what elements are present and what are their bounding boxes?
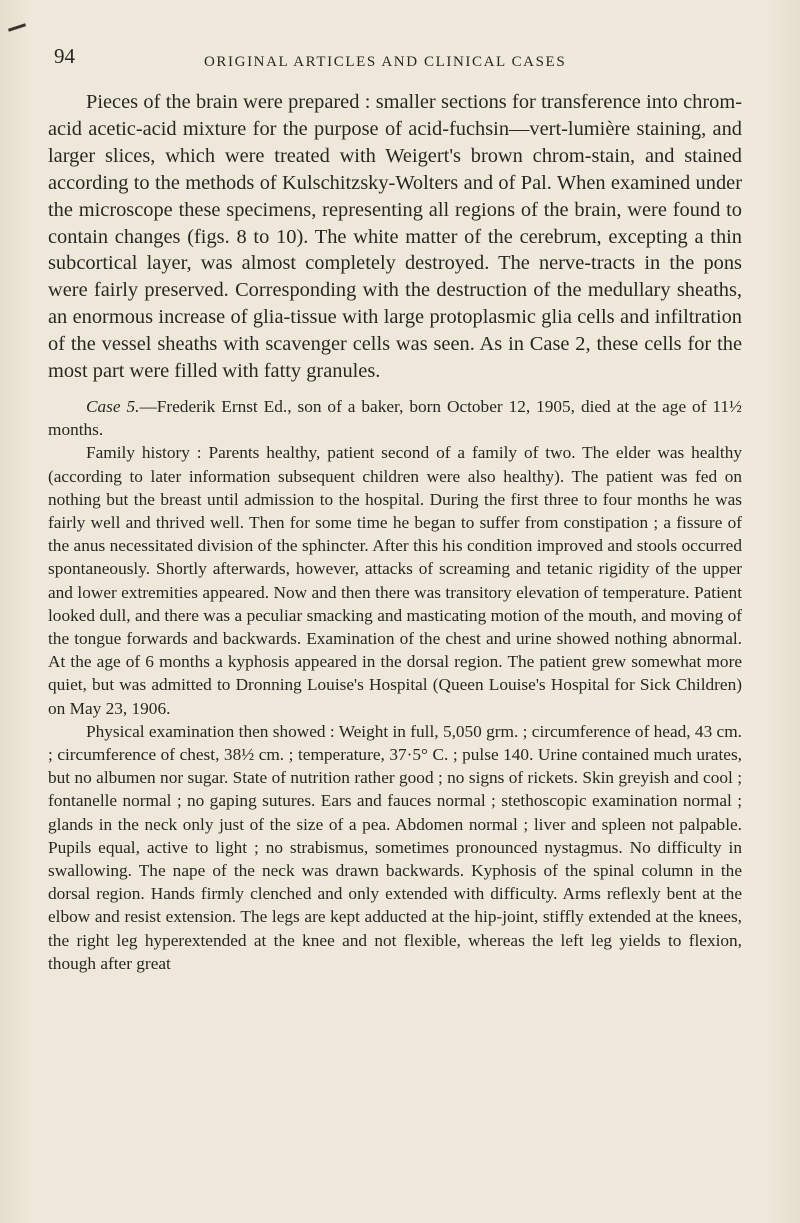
- case-label: Case 5.: [86, 396, 140, 416]
- running-head: ORIGINAL ARTICLES AND CLINICAL CASES: [204, 54, 567, 70]
- case-text: —Frederik Ernst Ed., son of a baker, born October 12, 1905, died at the age of 11½ months.: [48, 396, 743, 440]
- paragraph-physical-examination: Physical examination then showed : Weight in full, 5,050 grm. ; circumference of head, 43 cm. ; circumference of chest, 38½ cm. ; temperature, 37·5° C. ; pulse 140. Urine contained much urates, but no albumen nor sugar. State of nutrition rather good ; no signs of rickets. Skin greyish and cool ; fontanelle normal ; no gaping sutures. Ears and fauces normal ; stethoscopic examination normal ; glands in the neck only just of the size of a pea. Abdomen normal ; liver and spleen not palpable. Pupils equal, active to light ; no strabismus, sometimes pronounced nystagmus. No difficulty in swallowing. The nape of the neck was drawn backwards. Kyphosis of the spinal column in the dorsal region. Hands firmly clenched and only extended with difficulty. Arms reflexly bent at the elbow and resist extension. The legs are kept adducted at the hip-joint, stiffly extended at the knees, the right leg hyperextended at the knee and not flexible, whereas the left leg yields to flexion, though after great: [48, 721, 742, 973]
- page-number: 94: [54, 44, 75, 68]
- paragraph-case-5: [48, 395, 742, 441]
- body-text: [48, 89, 742, 975]
- paragraph-brain-pieces: Pieces of the brain were prepared : smaller sections for transference into chrom-acid acetic-acid mixture for the purpose of acid-fuchsin—vert-lumière staining, and larger slices, which were treated with Weigert's brown chrom-stain, and stained according to the methods of Kulschitzsky-Wolters and of Pal. When examined under the microscope these specimens, representing all regions of the brain, were found to contain changes (figs. 8 to 10). The white matter of the cerebrum, excepting a thin subcortical layer, was almost completely destroyed. The nerve-tracts in the pons were fairly preserved. Corresponding with the destruction of the medullary sheaths, an enormous increase of glia-tissue with large protoplasmic glia cells and infiltration of the vessel sheaths with scavenger cells was seen. As in Case 2, these cells for the most part were filled with fatty granules.: [48, 91, 742, 383]
- page-header: [54, 44, 744, 74]
- ink-mark: [8, 23, 26, 31]
- paragraph-family-history: Family history : Parents healthy, patient second of a family of two. The elder was healthy (according to later information subsequent children were also healthy). The patient was fed on nothing but the breast until admission to the hospital. During the first three to four months he was fairly well and thrived well. Then for some time he began to suffer from constipation ; a fissure of the anus necessitated division of the sphincter. After this his condition improved and stools occurred spontaneously. Shortly afterwards, however, attacks of screaming and tetanic rigidity of the upper and lower extremities appeared. Now and then there was transitory elevation of temperature. Patient looked dull, and there was a peculiar smacking and masticating motion of the mouth, and moving of the tongue forwards and backwards. Examination of the chest and urine showed nothing abnormal. At the age of 6 months a kyphosis appeared in the dorsal region. The patient grew somewhat more quiet, but was admitted to Dronning Louise's Hospital (Queen Louise's Hospital for Sick Children) on May 23, 1906.: [48, 443, 742, 718]
